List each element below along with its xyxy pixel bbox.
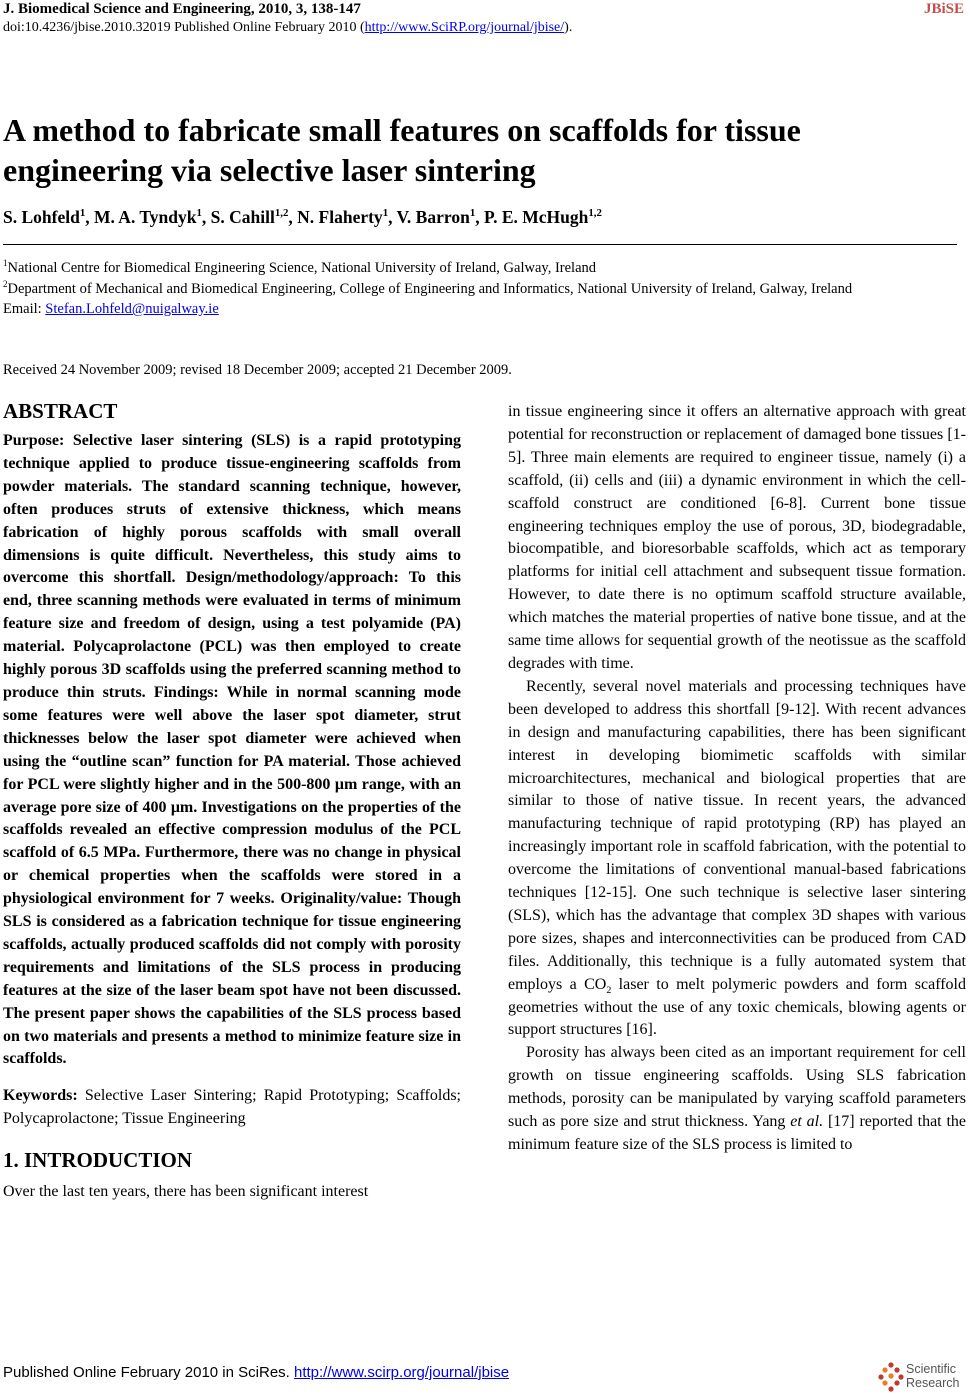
intro-paragraph-start: Over the last ten years, there has been significant interest xyxy=(3,1183,369,1201)
publisher-logo xyxy=(878,1360,968,1394)
paragraph-text: [17] reported that the minimum feature size of the SLS process is limited to xyxy=(508,1113,967,1153)
abstract-body: Purpose: Selective laser sintering (SLS) is a rapid prototyping technique applied to produce tissue-engineering scaffolds from powder materials. The standard scanning technique, however, often produces struts of extensive thickness, which means fabrication of highly porous scaffolds with small overall dimensions is quite difficult. Nevertheless, this study aims to overcome this shortfall. Design/methodology/approach: To this end, three scanning methods were evaluated in terms of minimum feature size and freedom of design, using a test polyamide (PA) material. Polycaprolactone (PCL) was then employed to create highly porous 3D scaffolds using the preferred scanning method to produce thin struts. Findings: While in normal scanning mode some features were well above the laser spot diameter, strut thicknesses below the laser spot diameter were achieved when using the “outline scan” function for PA material. Those achieved for PCL were slightly higher and in the 500-800 μm range, with an average pore size of 400 μm. Investigations on the properties of the scaffolds revealed an effective compression modulus of the PCL scaffold of 6.5 MPa. Furthermore, there was no change in physical or chemical properties when the scaffolds were stored in a physiological environment for 7 weeks. Originality/value: Though SLS is considered as a fabrication technique for tissue engineering scaffolds, actually produced scaffolds did not comply with porosity requirements and limitations of the SLS process in producing features at the size of the laser beam spot have not been discussed. The present paper shows the capabilities of the SLS process based on two materials and presents a method to minimize feature size in scaffolds. xyxy=(3,432,461,1068)
footer-text: Published Online February 2010 in SciRes. xyxy=(3,1364,294,1381)
doi-suffix: ). xyxy=(564,20,573,35)
journal-header: J. Biomedical Science and Engineering, 2010, 3, 138-147 xyxy=(3,1,361,17)
paper-title: A method to fabricate small features on scaffolds for tissue engineering via selective laser sintering xyxy=(3,112,801,188)
author-affiliation-sup: 1,2 xyxy=(274,207,289,220)
paragraph-text: Porosity has always been cited as an important requirement for cell growth on tissue engineering scaffolds. Using SLS fabrication methods, porosity can be manipulated by varying scaffold parameters such as pore size and strut thickness. Yang xyxy=(508,1044,966,1131)
intro-paragraph-2 xyxy=(508,676,966,1043)
author-affiliation-sup: 1 xyxy=(196,207,202,220)
publisher-logo-icon xyxy=(878,1361,904,1393)
author-separator: , xyxy=(388,207,397,227)
author-separator: , xyxy=(288,207,298,227)
affiliation-text: National Centre for Biomedical Engineering Science, National University of Ireland, Galway, Ireland xyxy=(7,260,597,276)
publisher-logo-text xyxy=(906,1362,960,1390)
intro-paragraph-1: in tissue engineering since it offers an alternative approach with great potential for reconstruction or replacement of damaged bone tissues [1-5]. Three main elements are required to engineer tissue, namely (i) a scaffold, (ii) cells and (iii) a dynamic environment in which the cell-scaffold construct are conditioned [6-8]. Current bone tissue engineering techniques employ the use of porous, 3D, biodegradable, biocompatible, and bioresorbable scaffolds, which act as temporary platforms for initial cell attachment and subsequent tissue formation. However, to date there is no optimum scaffold structure available, which matches the material properties of native bone tissue, and at the same time allows for sequential growth of the neotissue as the scaffold degrades with time. xyxy=(508,403,966,672)
author: S. Cahill xyxy=(210,207,275,227)
email-link[interactable]: Stefan.Lohfeld@nuigalway.ie xyxy=(45,301,219,317)
title-divider xyxy=(3,244,957,245)
author: P. E. McHugh xyxy=(483,207,589,227)
email-line xyxy=(3,299,966,320)
author-affiliation-sup: 1 xyxy=(382,207,389,220)
keywords-label: Keywords: xyxy=(3,1087,78,1105)
author-affiliation-sup: 1 xyxy=(469,207,476,220)
footer-link[interactable]: http://www.scirp.org/journal/jbise xyxy=(294,1364,510,1381)
affiliation-sup: 1 xyxy=(3,258,8,269)
affiliations xyxy=(3,258,966,320)
author-separator: , xyxy=(201,207,211,227)
doi-line xyxy=(3,20,572,36)
right-column xyxy=(508,401,966,1157)
author-affiliation-sup: 1 xyxy=(79,207,86,220)
author: V. Barron xyxy=(396,207,470,227)
received-dates: Received 24 November 2009; revised 18 December 2009; accepted 21 December 2009. xyxy=(3,362,512,378)
keywords xyxy=(3,1085,461,1131)
introduction-heading: 1. INTRODUCTION xyxy=(3,1148,193,1173)
co2-subscript: 2 xyxy=(606,984,612,996)
footer xyxy=(3,1364,509,1381)
keywords-text: Selective Laser Sintering; Rapid Prototyping; Scaffolds; Polycaprolactone; Tissue Engineering xyxy=(3,1087,461,1128)
doi-prefix: doi:10.4236/jbise.2010.32019 Published Online February 2010 ( xyxy=(3,20,365,35)
affiliation-text: Department of Mechanical and Biomedical Engineering, College of Engineering and Informatics, National University of Ireland, Galway, Ireland xyxy=(7,280,853,297)
affiliation-2 xyxy=(3,279,966,300)
author-list xyxy=(3,207,602,228)
author: N. Flaherty xyxy=(297,207,383,227)
paragraph-text: laser to melt polymeric powders and form scaffold geometries without the use of any toxic chemicals, blowing agents or support structures [16]. xyxy=(508,975,967,1039)
journal-link[interactable]: http://www.SciRP.org/journal/jbise/ xyxy=(364,20,565,35)
affiliation-sup: 2 xyxy=(3,278,8,289)
intro-paragraph-3 xyxy=(508,1042,966,1157)
journal-abbreviation: JBiSE xyxy=(923,1,964,17)
author-separator: , xyxy=(475,207,484,227)
affiliation-1 xyxy=(3,258,966,279)
logo-line: Research xyxy=(906,1376,960,1390)
author: M. A. Tyndyk xyxy=(94,207,197,227)
et-al: et al. xyxy=(790,1113,824,1131)
abstract-heading: ABSTRACT xyxy=(3,399,118,423)
logo-line: Scientific xyxy=(906,1362,957,1376)
email-label: Email: xyxy=(3,301,46,317)
author-separator: , xyxy=(85,207,94,227)
author: S. Lohfeld xyxy=(3,207,80,227)
paragraph-text: Recently, several novel materials and processing techniques have been developed to address this shortfall [9-12]. With recent advances in design and manufacturing capabilities, there has been significant interest in developing biomimetic scaffolds with similar microarchitectures, mechanical and biological properties that are similar to those of native tissue. In recent years, the advanced manufacturing technique of rapid prototyping (RP) has played an increasingly important role in scaffold fabrication, with the potential to overcome the limitations of conventional manual-based fabrications techniques [12-15]. One such technique is selective laser sintering (SLS), which has the advantage that complex 3D shapes with various pore sizes, shapes and interconnectivities can be produced from CAD files. Additionally, this technique is a fully automated system that employs a CO xyxy=(508,677,966,993)
left-column xyxy=(3,398,461,1204)
author-affiliation-sup: 1,2 xyxy=(588,207,602,220)
